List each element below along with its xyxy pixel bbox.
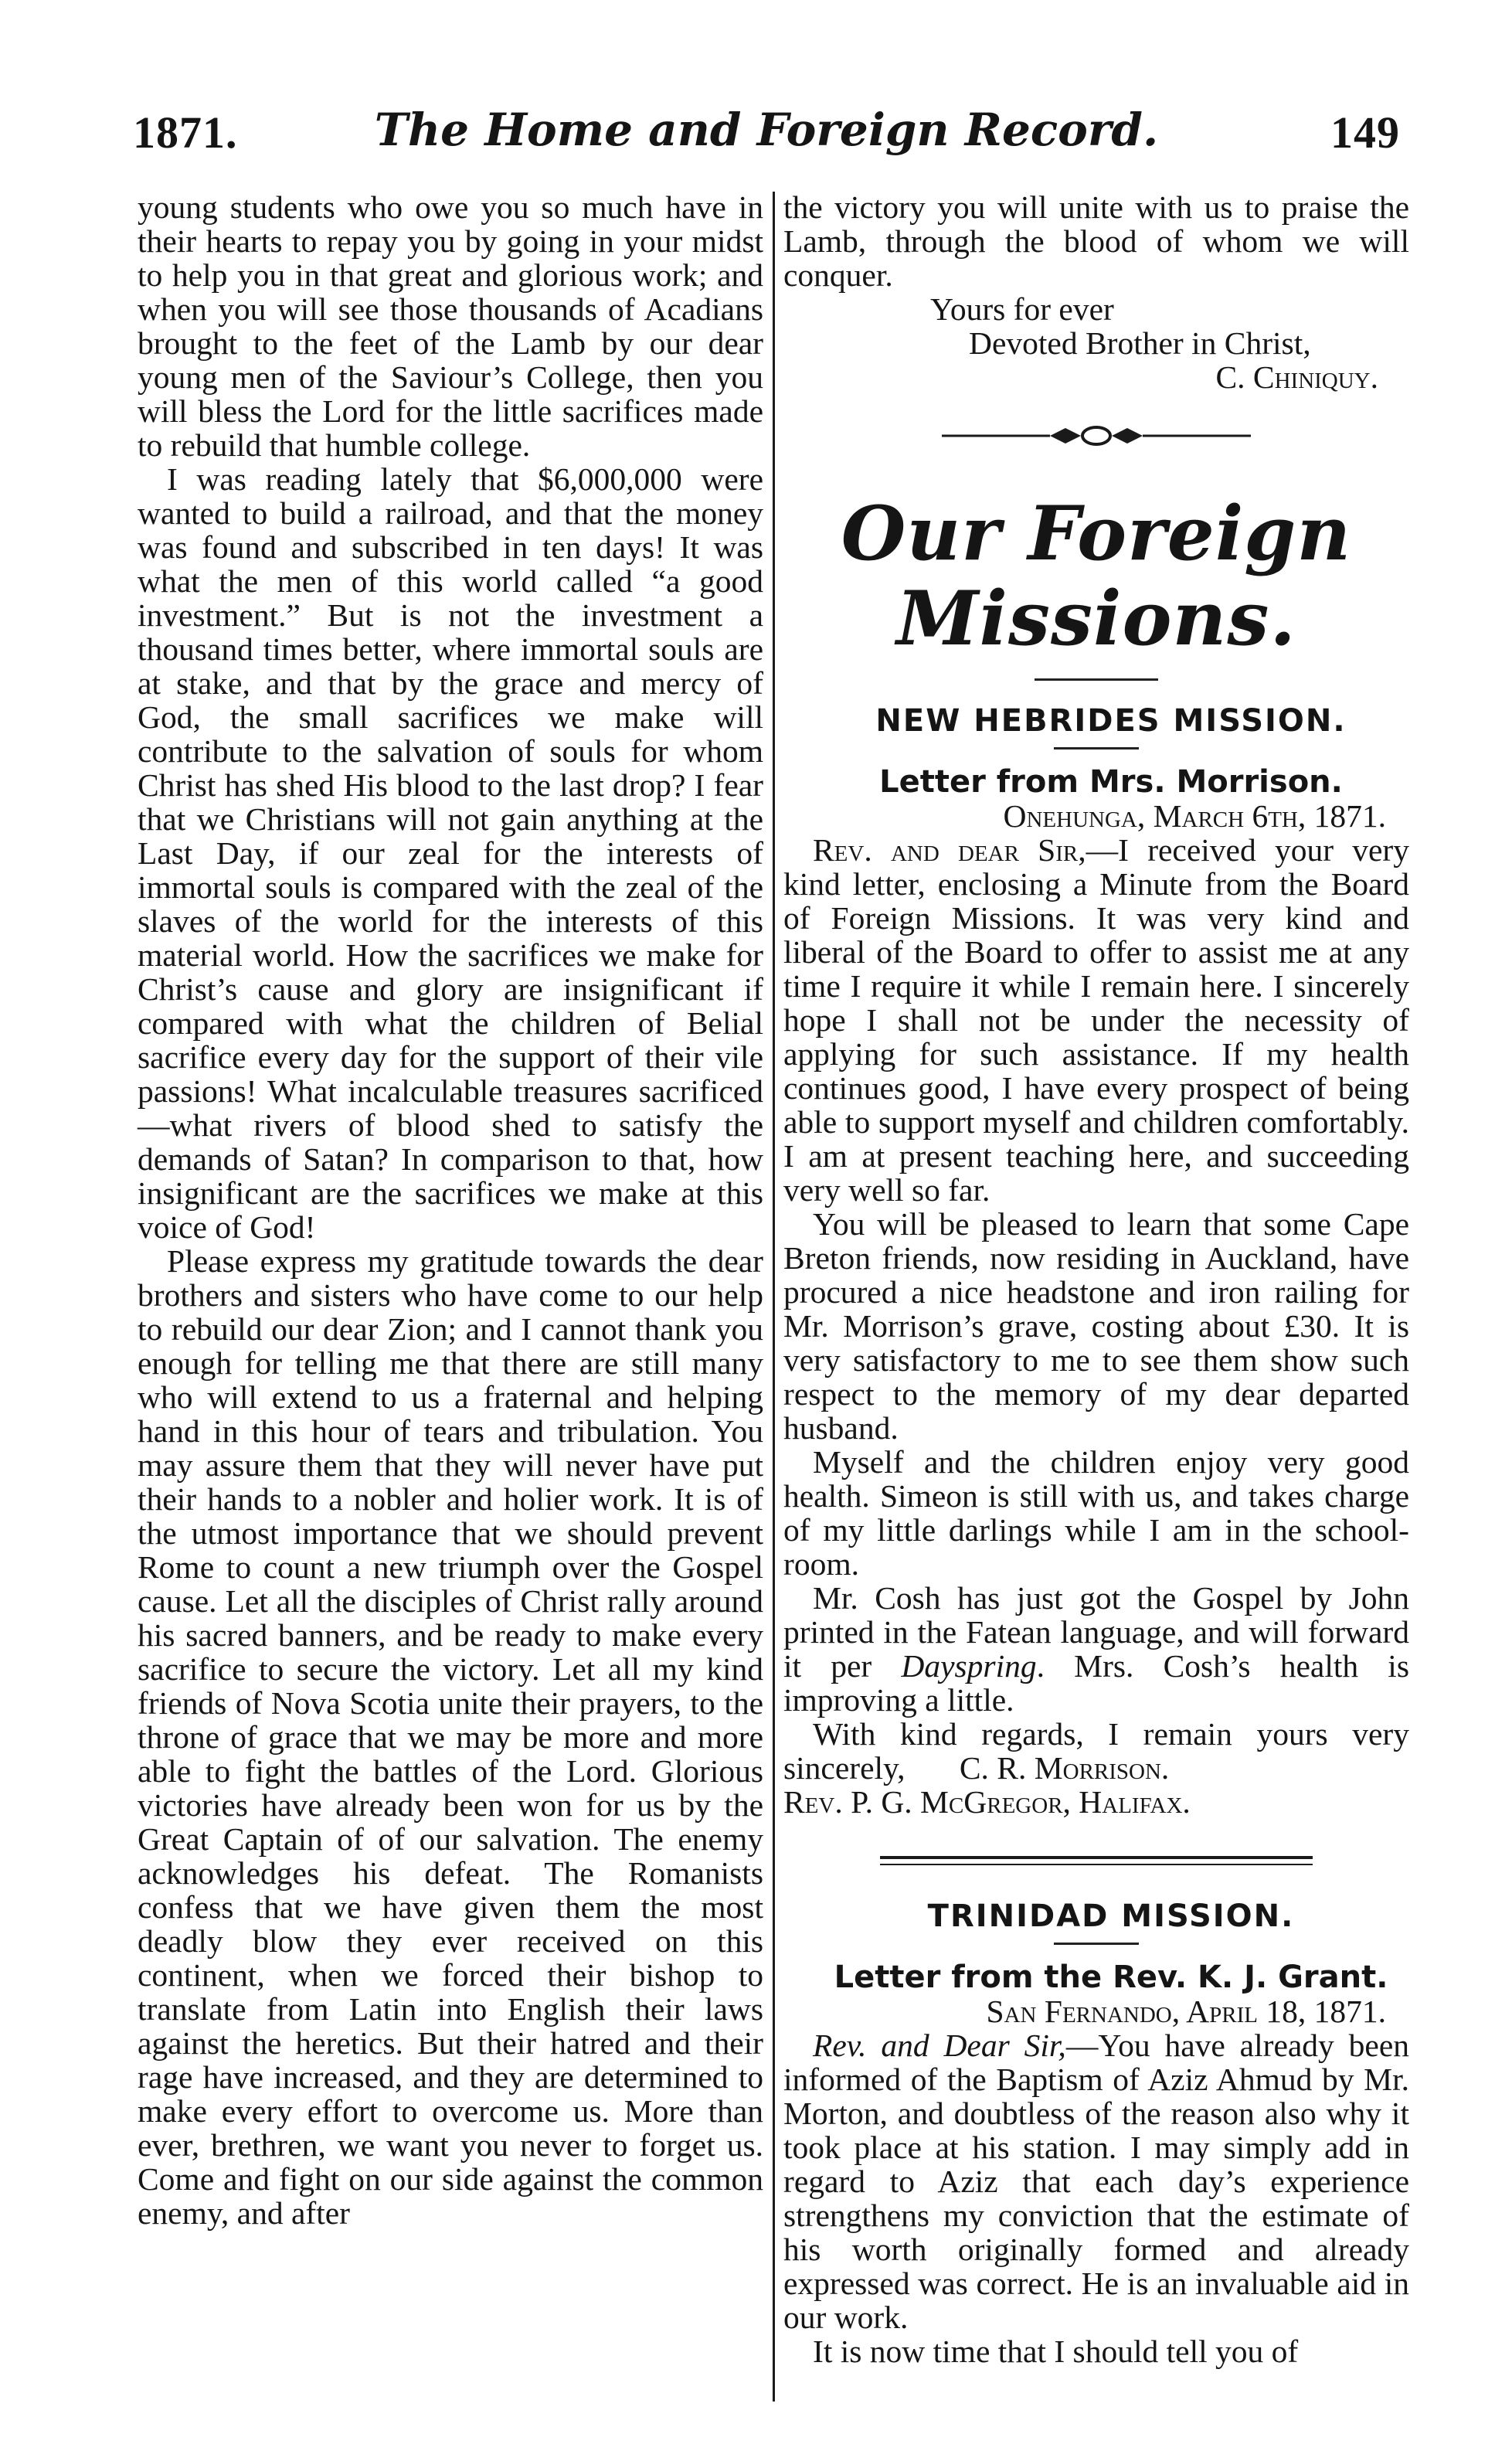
page-number: 149 [1330, 107, 1400, 158]
letter-continuation: the victory you will unite with us to praise the Lamb, through the blood of whom we will conquer. [783, 189, 1409, 293]
letter-title-grant: Letter from the Rev. K. J. Grant. [834, 1960, 1388, 1995]
morrison-paragraph-3: Myself and the children enjoy very good health. Simeon is still with us, and takes charge of my little darlings while I am in the school-room. [783, 1444, 1409, 1582]
letter-signature: C. Chiniquy. [1215, 359, 1378, 395]
journal-title: The Home and Foreign Record. [374, 104, 1159, 156]
paragraph-text: With kind regards, I remain yours very sincerely, [783, 1716, 1409, 1786]
grant-paragraph-2: It is now time that I should tell you of [813, 2334, 1299, 2369]
ship-name: Dayspring [901, 1648, 1037, 1684]
column-divider [773, 192, 775, 2402]
header-year: 1871. [133, 107, 238, 158]
title-rule [1035, 678, 1158, 681]
salutation: Rev. and Dear Sir, [813, 2028, 1066, 2063]
ornamental-rule-icon [934, 420, 1259, 451]
mission-rule [1054, 747, 1139, 750]
mission-heading-trinidad: TRINIDAD MISSION. [927, 1898, 1295, 1934]
letter-title-morrison: Letter from Mrs. Morrison. [879, 764, 1343, 800]
paragraph-text: Mr. Cosh has just got the Gospel by John printed in the Fatean language, and will forward it per [783, 1580, 1409, 1684]
salutation: Rev. and dear Sir, [813, 832, 1086, 868]
left-paragraph-3: Please express my gratitude towards the dear brothers and sisters who have come to our help to rebuild our dear Zion; and I cannot thank you enough for telling me that there are still many who will extend to us a fraternal and helping hand in this hour of tears and tribulation. You may assure them that they will never have put their hands to a nobler and holier work. It is of the utmost importance that we should prevent Rome to count a new triumph over the Gospel cause. Let all the disciples of Christ rally around his sacred banners, and be ready to make every sacrifice to secure the victory. Let all my kind friends of Nova Scotia unite their prayers, to the throne of grace that we may be more and more able to fight the battles of the Lord. Glorious victories have already been won for us by the Great Captain of of our salvation. The enemy acknowledges his defeat. The Romanists confess that we have given them the most deadly blow they ever received on this continent, when we forced their bishop to translate from Latin into English their laws against the heretics. But their hatred and their rage have increased, and they are determined to make every effort to overcome us. More than ever, brethren, we want you never to forget us. Come and fight on our side against the common enemy, and after [138, 1243, 763, 2231]
section-title: Our Foreign Missions. [841, 490, 1352, 662]
morrison-paragraph-5 [783, 1717, 1409, 1785]
addressee: Rev. P. G. McGregor, Halifax. [783, 1784, 1191, 1820]
section-double-rule [880, 1856, 1313, 1865]
grant-paragraph-1 [783, 2028, 1409, 2334]
dateline-san-fernando: San Fernando, April 18, 1871. [986, 1994, 1386, 2029]
dateline-onehunga: Onehunga, March 6th, 1871. [1003, 798, 1386, 834]
left-paragraph-2: I was reading lately that $6,000,000 were wanted to build a railroad, and that the money was found and subscribed in ten days! It was what the men of this world called “a good investment.” But is not the investment a thousand times better, where immortal souls are at stake, and that by the grace and mercy of God, the small sacrifices we make will contribute to the salvation of souls for whom Christ has shed His blood to the last drop? I fear that we Christians will not gain anything at the Last Day, if our zeal for the interests of immortal souls is compared with the zeal of the slaves of the world for the interests of this material world. How the sacrifices we make for Christ’s cause and glory are insignificant if compared with what the children of Belial sacrifice every day for the support of their vile passions! What incalculable treasures sacrificed—what rivers of blood shed to satisfy the demands of Satan? In comparison to that, how insignificant are the sacrifices we make at this voice of God! [138, 461, 763, 1245]
morrison-signature: C. R. Morrison. [959, 1750, 1170, 1786]
ornament-divider [783, 411, 1409, 461]
left-column [138, 190, 763, 2230]
running-header [133, 100, 1400, 162]
paragraph-text: —I received your very kind letter, enclosing a Minute from the Board of Foreign Missions. It was very kind and liberal of the Board to offer to assist me at any time I require it while I remain here. I sincerely hope I shall not be under the necessity of applying for such assistance. If my health continues good, I have every prospect of being able to support myself and children comfortably. I am at present teaching here, and succeeding very well so far. [783, 832, 1409, 1208]
mission-rule [1054, 1943, 1139, 1945]
letter-sign-off: Yours for ever [930, 291, 1114, 327]
mission-heading-new-hebrides: NEW HEBRIDES MISSION. [875, 703, 1347, 739]
left-paragraph-1: young students who owe you so much have in their hearts to repay you by going in your midst to help you in that great and glorious work; and when you will see those thousands of Acadians brought to the feet of the Lamb by our dear young men of the Saviour’s College, then you will bless the Lord for the little sacrifices made to rebuild that humble college. [138, 189, 763, 463]
morrison-paragraph-2: You will be pleased to learn that some Cape Breton friends, now residing in Auckland, have procured a nice headstone and iron railing for Mr. Morrison’s grave, costing about £30. It is very satisfactory to me to see them show such respect to the memory of my dear departed husband. [783, 1206, 1409, 1446]
paragraph-text: —You have already been informed of the Baptism of Aziz Ahmud by Mr. Morton, and doubtless of the reason also why it took place at his station. I may simply add in regard to Aziz that each day’s experience strengthens my conviction that the estimate of his worth originally formed and already expressed was correct. He is an invaluable aid in our work. [783, 2028, 1409, 2335]
right-column [783, 190, 1409, 2368]
paragraph-text: . Mrs. Cosh’s health is improving a little. [783, 1648, 1409, 1718]
letter-closing: Devoted Brother in Christ, [969, 325, 1311, 361]
morrison-paragraph-4 [783, 1581, 1409, 1717]
morrison-paragraph-1 [783, 833, 1409, 1207]
